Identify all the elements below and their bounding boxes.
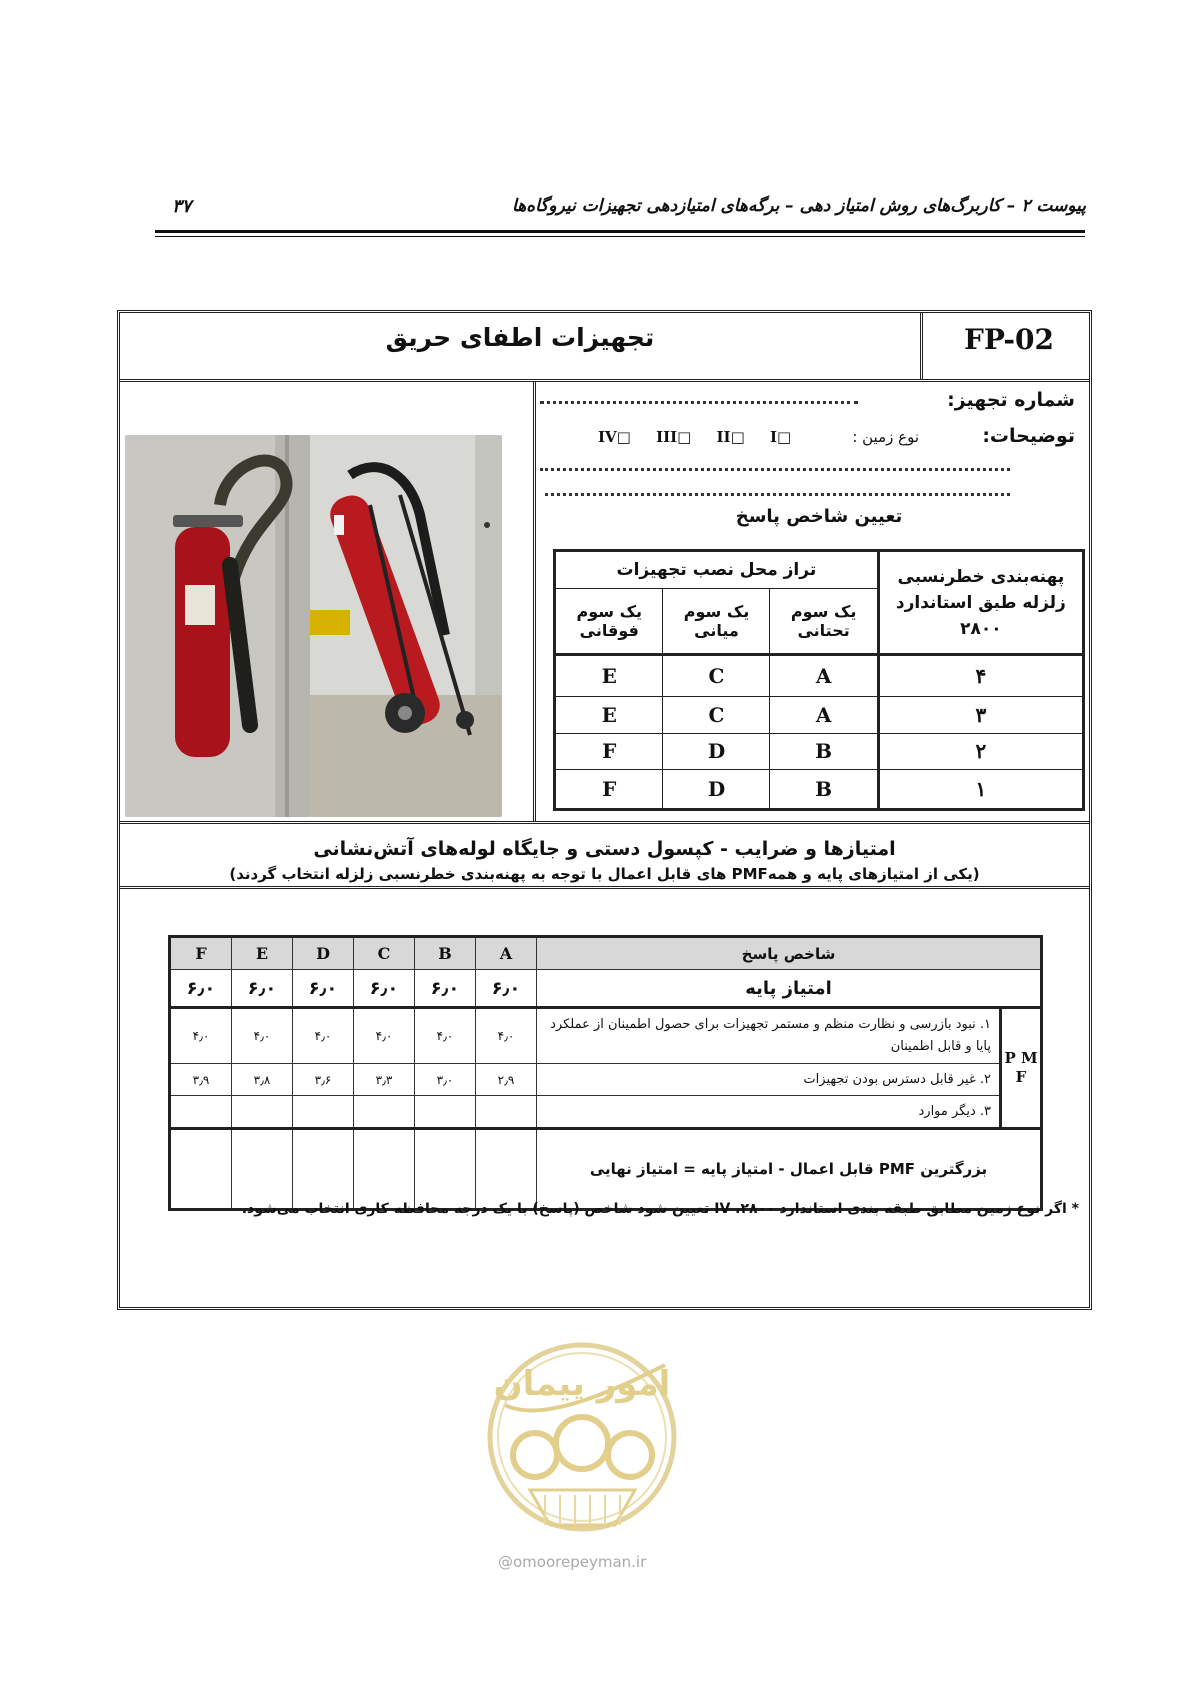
col-header: B: [415, 937, 476, 970]
cell: ۶٫۰: [354, 970, 415, 1008]
pmf-item-1: ۱. نبود بازرسی و نظارت منظم و مستمر تجهیزات برای حصول اطمینان از عملکرد پایا و قابل اطمینان: [537, 1008, 1001, 1064]
final-score-cell[interactable]: [232, 1129, 293, 1210]
cell: ۶٫۰: [476, 970, 537, 1008]
cell: D: [663, 769, 770, 809]
pmf-label: P M F: [1001, 1008, 1042, 1129]
final-score-cell[interactable]: [293, 1129, 354, 1210]
soil-option-iv[interactable]: IV□: [598, 428, 631, 446]
cell: ۳٫۰: [415, 1064, 476, 1096]
watermark-site: @omoorepeyman.ir: [498, 1553, 647, 1571]
cell: ۳٫۶: [293, 1064, 354, 1096]
soil-option-ii[interactable]: II□: [716, 428, 745, 446]
cell: ۴٫۰: [354, 1008, 415, 1064]
trolley-extinguisher-photo: [310, 435, 502, 817]
equipment-number-label: شماره تجهیز:: [947, 389, 1075, 411]
table-row: [555, 655, 1084, 697]
form-title: تجهیزات اطفای حریق: [385, 323, 655, 352]
final-score-cell[interactable]: [415, 1129, 476, 1210]
soil-options: [598, 428, 791, 446]
description-field-line-1[interactable]: [540, 468, 1010, 471]
zone-3: ۳: [878, 697, 1083, 733]
base-score-label: امتیاز پایه: [537, 970, 1042, 1008]
soil-option-i[interactable]: I□: [769, 428, 792, 446]
cell: ۳٫۸: [232, 1064, 293, 1096]
wall-extinguisher-photo: [125, 435, 311, 817]
watermark-seal-icon: [485, 1325, 680, 1555]
cell: C: [663, 655, 770, 697]
elevation-header: تراز محل نصب تجهیزات: [555, 551, 879, 589]
soil-type-label: نوع زمین :: [852, 428, 919, 446]
form-frame: [117, 310, 1092, 1310]
cell: ۴٫۰: [293, 1008, 354, 1064]
seal-text: امور پیمان: [493, 1364, 671, 1404]
equipment-number-field[interactable]: [540, 401, 858, 404]
description-field-line-2[interactable]: [545, 493, 1010, 496]
col-header: F: [170, 937, 232, 970]
pmf-item-3: ۳. دیگر موارد: [537, 1096, 1001, 1129]
photo-divider: [533, 381, 536, 821]
table-row: [170, 1008, 1042, 1064]
cell: E: [555, 697, 663, 733]
cell: ۶٫۰: [232, 970, 293, 1008]
col-header: A: [476, 937, 537, 970]
cell: [415, 1096, 476, 1129]
response-index-header: شاخص پاسخ: [537, 937, 1042, 970]
section-rule: [120, 821, 1089, 824]
cell: ۶٫۰: [293, 970, 354, 1008]
table-row: [555, 769, 1084, 809]
cell: A: [770, 697, 878, 733]
final-score-cell[interactable]: [354, 1129, 415, 1210]
footnote: * اگر نوع زمین مطابق طبقه بندی استاندارد ۲۸۰۰، IV تعیین شود شاخص (پاسخ) با یک درجه محافظه کاری انتخاب می‌شود.: [241, 1201, 1079, 1217]
col-lower-third: یک سوم تحتانی: [770, 589, 878, 655]
col-header: C: [354, 937, 415, 970]
cell: ۴٫۰: [170, 1008, 232, 1064]
cell: ۶٫۰: [170, 970, 232, 1008]
col-header: E: [232, 937, 293, 970]
title-divider: [920, 313, 923, 379]
cell: B: [770, 733, 878, 769]
cell: F: [555, 769, 663, 809]
title-rule: [120, 379, 1089, 382]
page-number: ۳۷: [172, 196, 192, 217]
scores-subtitle: (یکی از امتیازهای پایه و همهPMF های قابل اعمال با توجه به پهنه‌بندی خطرنسبی زلزله انتخاب گردند): [229, 865, 980, 883]
final-score-cell[interactable]: [476, 1129, 537, 1210]
col-header: D: [293, 937, 354, 970]
cell: [354, 1096, 415, 1129]
cell: [232, 1096, 293, 1129]
cell: [476, 1096, 537, 1129]
final-score-formula: بزرگترین PMF قابل اعمال - امتیاز پایه = امتیاز نهایی: [537, 1129, 1042, 1210]
cell: ۳٫۳: [354, 1064, 415, 1096]
col-middle-third: یک سوم میانی: [663, 589, 770, 655]
score-table: [168, 935, 1043, 1211]
table-row: [555, 733, 1084, 769]
cell: A: [770, 655, 878, 697]
section-rule-2: [120, 886, 1089, 889]
cell: ۲٫۹: [476, 1064, 537, 1096]
table-row: [555, 697, 1084, 733]
seismic-zone-header: پهنه‌بندی خطرنسبی زلزله طبق استاندارد ۲۸۰۰: [878, 551, 1083, 655]
cell: C: [663, 697, 770, 733]
cell: B: [770, 769, 878, 809]
description-label: توضیحات:: [982, 425, 1075, 447]
cell: ۶٫۰: [415, 970, 476, 1008]
cell: D: [663, 733, 770, 769]
zone-2: ۲: [878, 733, 1083, 769]
header-title: پیوست ۲ – کاربرگ‌های روش امتیاز دهی – برگه‌های امتیازدهی تجهیزات نیروگاه‌ها: [512, 196, 1086, 216]
table-row: [170, 1064, 1042, 1096]
col-upper-third: یک سوم فوقانی: [555, 589, 663, 655]
response-index-title: تعیین شاخص پاسخ: [735, 506, 903, 527]
response-index-table: [553, 549, 1085, 811]
cell: ۴٫۰: [232, 1008, 293, 1064]
cell: ۴٫۰: [415, 1008, 476, 1064]
soil-option-iii[interactable]: III□: [656, 428, 692, 446]
header-rule-thin: [155, 236, 1085, 237]
form-code: FP-02: [964, 323, 1054, 356]
cell: ۳٫۹: [170, 1064, 232, 1096]
zone-1: ۱: [878, 769, 1083, 809]
cell: [293, 1096, 354, 1129]
table-row: [170, 1096, 1042, 1129]
cell: [170, 1096, 232, 1129]
final-score-cell[interactable]: [170, 1129, 232, 1210]
cell: E: [555, 655, 663, 697]
cell: ۴٫۰: [476, 1008, 537, 1064]
pmf-item-2: ۲. غیر قابل دسترس بودن تجهیزات: [537, 1064, 1001, 1096]
scores-title: امتیازها و ضرایب - کپسول دستی و جایگاه لوله‌های آتش‌نشانی: [313, 838, 896, 860]
cell: F: [555, 733, 663, 769]
header-rule: [155, 230, 1085, 233]
zone-4: ۴: [878, 655, 1083, 697]
